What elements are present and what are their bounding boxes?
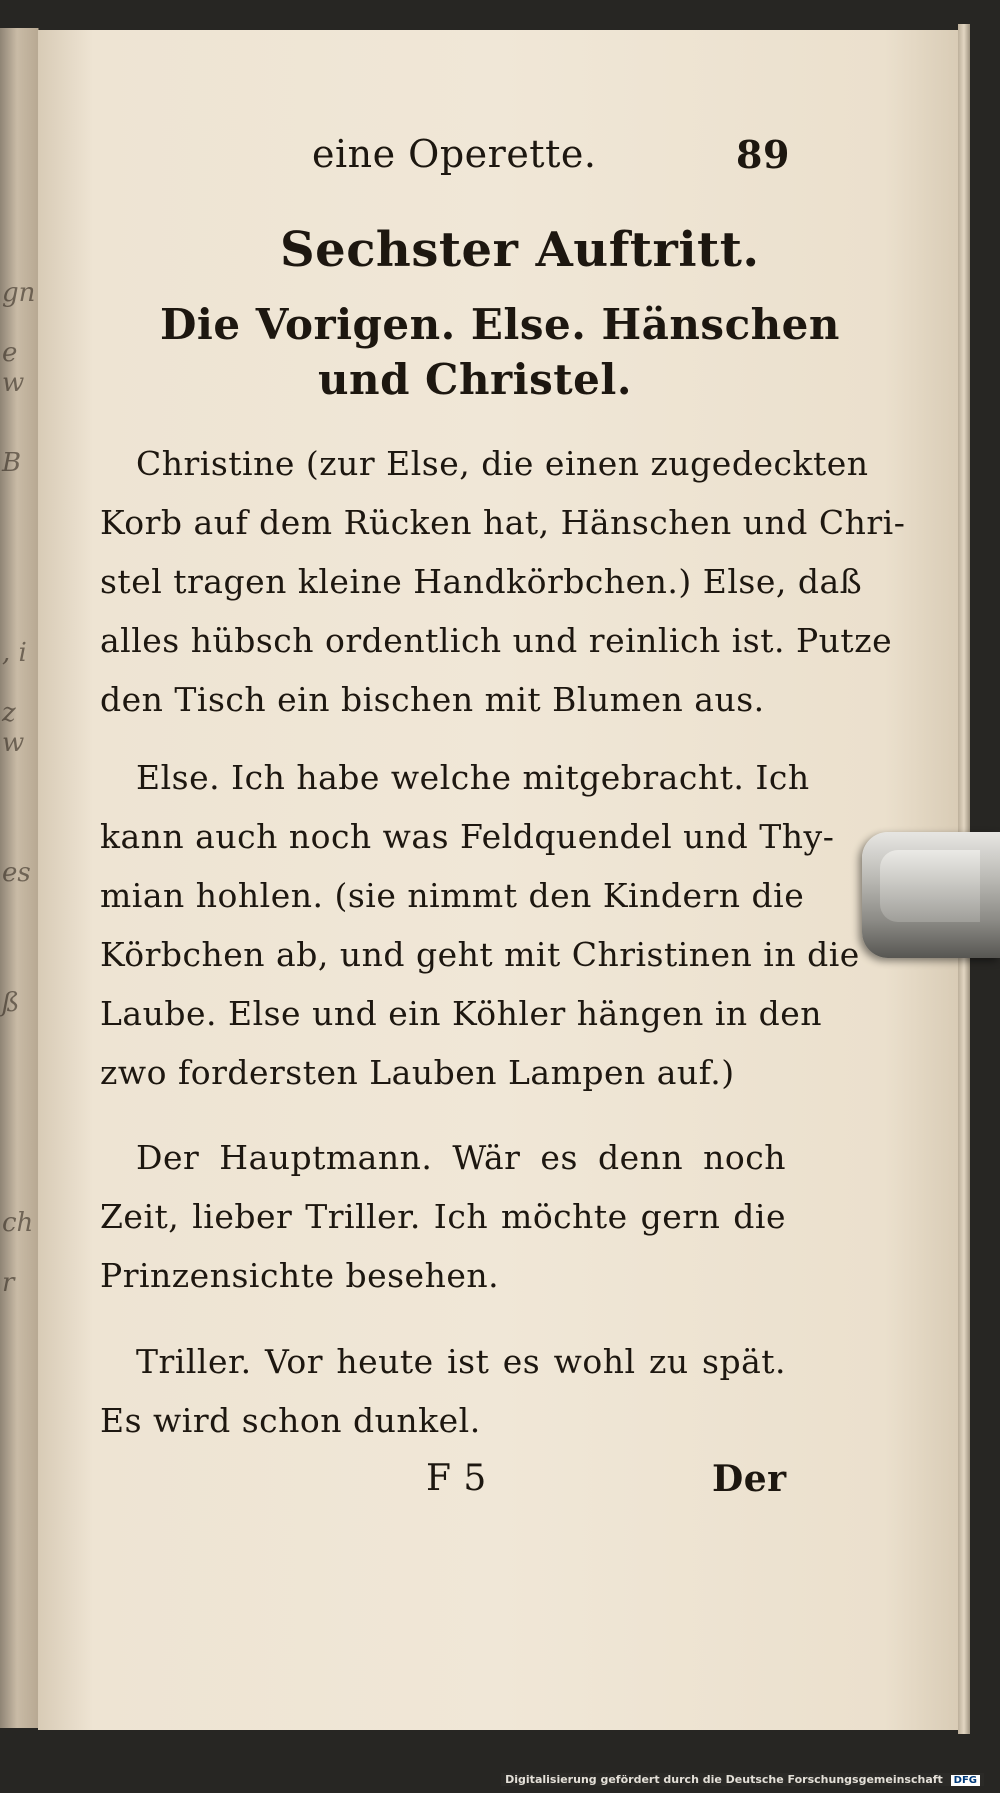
clip-highlight — [880, 850, 980, 922]
text-line: alles hübsch ordentlich und reinlich ist. Putze — [100, 621, 893, 660]
digitization-credit — [501, 1773, 984, 1786]
facing-page-fragment: ß — [2, 988, 20, 1018]
facing-page-fragment: r — [2, 1268, 15, 1298]
catchword: Der — [712, 1458, 787, 1500]
running-header: eine Operette. — [312, 132, 597, 176]
facing-page-edge — [0, 28, 39, 1728]
facing-page-fragment: , i — [2, 638, 27, 668]
facing-page-fragment: es — [2, 858, 31, 888]
text-line: Zeit, lieber Triller. Ich möchte gern die — [100, 1197, 786, 1236]
text-line: Christine (zur Else, die einen zugedeckten — [136, 444, 869, 483]
text-line: kann auch noch was Feldquendel und Thy- — [100, 817, 835, 856]
text-line: Körbchen ab, und geht mit Christinen in die — [100, 935, 860, 974]
text-line: stel tragen kleine Handkörbchen.) Else, daß — [100, 562, 863, 601]
text-line: Else. Ich habe welche mitgebracht. Ich — [136, 758, 810, 797]
signature-mark: F 5 — [426, 1458, 487, 1499]
text-line: zwo fordersten Lauben Lampen auf.) — [100, 1053, 735, 1092]
cast-list-line: Die Vorigen. Else. Hänschen — [160, 300, 840, 349]
facing-page-fragment: ch — [2, 1208, 34, 1238]
text-line: Prinzensichte besehen. — [100, 1256, 500, 1295]
text-line: Es wird schon dunkel. — [100, 1401, 481, 1440]
facing-page-fragment: B — [2, 448, 22, 478]
scene-title: Sechster Auftritt. — [280, 222, 760, 278]
text-line: Triller. Vor heute ist es wohl zu spät. — [136, 1342, 786, 1381]
facing-page-fragment: gn — [2, 278, 36, 308]
facing-page-fragment: e w — [2, 338, 25, 398]
page-number: 89 — [736, 132, 790, 177]
page-clip — [862, 832, 1000, 958]
text-line: Laube. Else und ein Köhler hängen in den — [100, 994, 823, 1033]
text-line: den Tisch ein bischen mit Blumen aus. — [100, 680, 765, 719]
text-line: mian hohlen. (sie nimmt den Kindern die — [100, 876, 805, 915]
credit-text: Digitalisierung gefördert durch die Deutsche Forschungsgemeinschaft — [505, 1773, 943, 1786]
dfg-logo-icon: DFG — [951, 1775, 980, 1786]
text-line: Der Hauptmann. Wär es denn noch — [136, 1138, 786, 1177]
cast-list-line: und Christel. — [318, 355, 632, 404]
text-line: Korb auf dem Rücken hat, Hänschen und Chri- — [100, 503, 906, 542]
facing-page-fragment: z w — [2, 698, 25, 758]
